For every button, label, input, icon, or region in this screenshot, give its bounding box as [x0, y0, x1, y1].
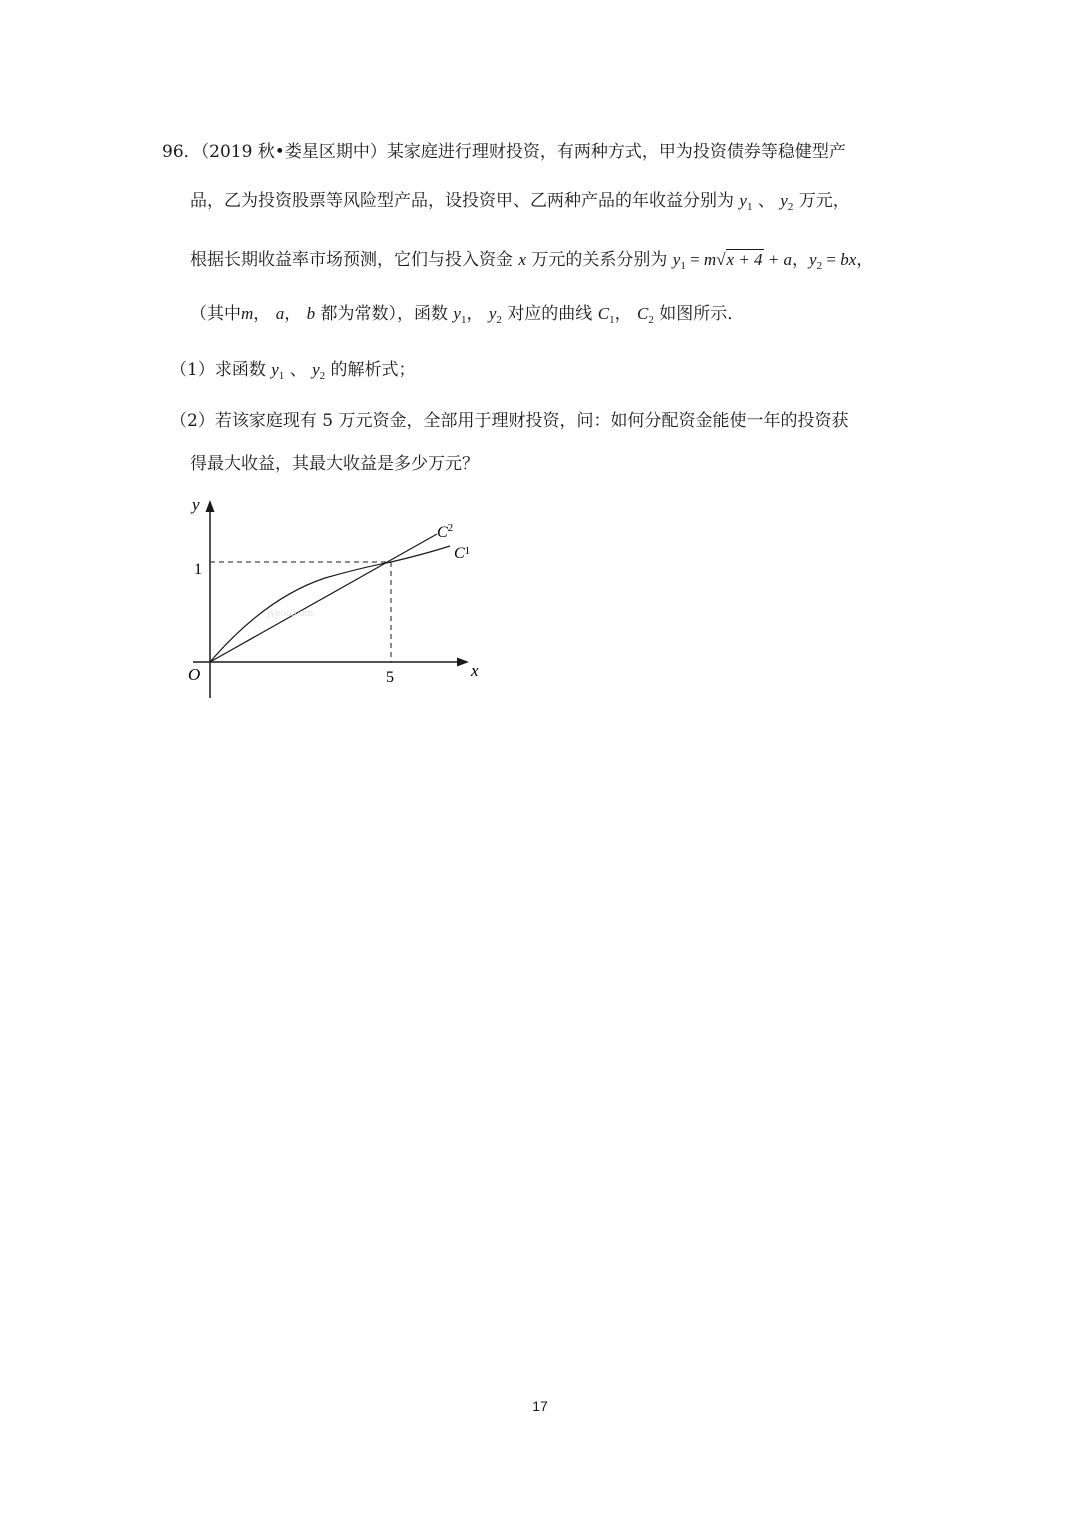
formula-y2: $y_2$ = bx [809, 250, 857, 272]
problem-line-4: （其中m， a， b 都为常数），函数 $y_1$， $y_2$ 对应的曲线 $C_1$， $C_2$ 如图所示． [190, 304, 745, 326]
curve-c2 [210, 534, 437, 662]
problem-line-1: 96．（2019 秋•娄星区期中）某家庭进行理财投资，有两种方式，甲为投资债券等稳健型产 [162, 142, 846, 162]
question-2-line-2: 得最大收益，其最大收益是多少万元？ [190, 454, 479, 474]
problem-source: （2019 秋•娄星区期中） [200, 142, 387, 162]
y-axis-label: y [192, 495, 200, 514]
watermark: jyeoo.com [267, 607, 314, 619]
question-1: （1）求函数 $y_1$ 、 $y_2$ 的解析式； [170, 360, 416, 382]
y-tick-label: 1 [194, 561, 202, 578]
curve-c2-label: $C^2$ [437, 522, 454, 541]
problem-line-3: 根据长期收益率市场预测，它们与投入资金 x 万元的关系分别为 $y_1 = m√x + 4 + a$，$y_2$ = bx， [190, 250, 874, 272]
curve-c1-label: $C^1$ [454, 545, 471, 562]
origin-label: O [188, 665, 201, 684]
formula-y1: $y_1 = m√x + 4 + a$ [672, 250, 793, 272]
problem-number: 96． [162, 142, 201, 162]
curve-c1 [210, 546, 450, 662]
var-y2: $y_2$ [780, 191, 794, 213]
x-tick-label: 5 [386, 669, 394, 686]
function-graph-figure [175, 490, 495, 710]
question-2-line-1: （2）若该家庭现有 5 万元资金，全部用于理财投资，问：如何分配资金能使一年的投资获 [170, 411, 849, 431]
x-axis-arrow [457, 658, 469, 667]
page-number: 17 [532, 1398, 548, 1414]
y-axis-arrow [206, 500, 215, 512]
x-axis-label: x [471, 661, 479, 680]
problem-line-2: 品，乙为投资股票等风险型产品，设投资甲、乙两种产品的年收益分别为 $y_1$ 、 $y_2$ 万元， [190, 191, 850, 213]
var-y1: $y_1$ [739, 191, 753, 213]
